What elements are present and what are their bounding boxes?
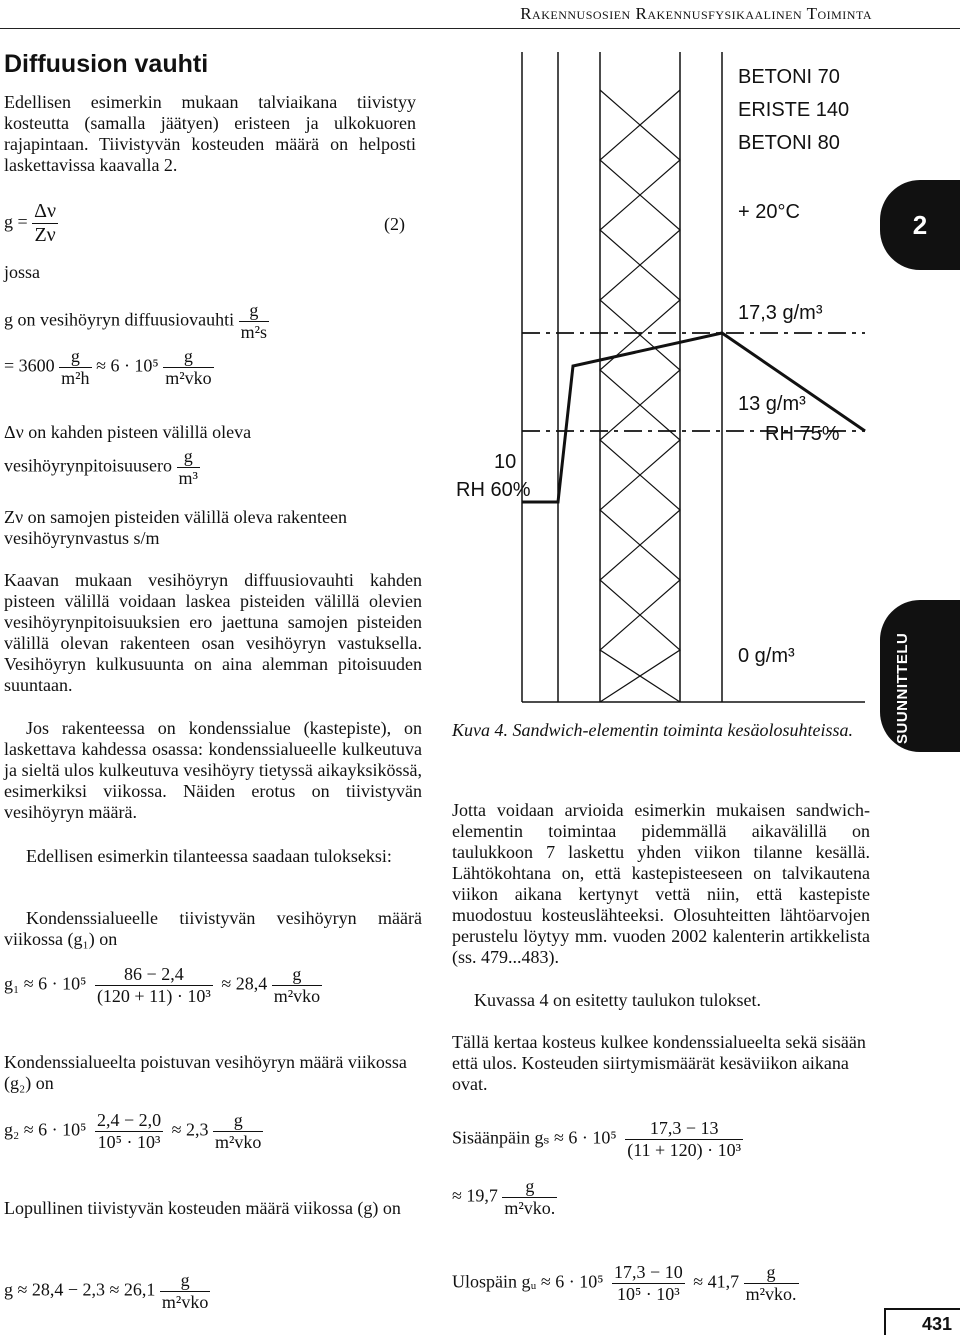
gu-result: ≈ 41,7 [693,1271,740,1292]
dnu-def-line1: Δν on kahden pisteen välillä oleva [4,422,252,442]
unit-den: m²vko [161,1292,209,1312]
label-10: 10 [494,451,517,473]
unit-den: m²vko [273,986,321,1006]
insulation-zigzag-b [600,90,680,702]
unit-num: g [160,1270,210,1292]
page-number: 431 [884,1308,960,1335]
label-rh-75: RH 75% [765,423,840,445]
label-0: 0 g/m³ [738,645,795,667]
unit-num: g [213,1110,263,1132]
unit-den: m²h [61,368,90,388]
g-conv-approx: ≈ 6 · 10⁵ [96,355,159,376]
gs-den: (11 + 120) · 10³ [627,1140,742,1160]
eq2-fraction [32,200,58,247]
g1-equation [4,964,322,1007]
g1-num: 86 − 2,4 [95,964,213,986]
gs-fraction [625,1118,743,1161]
gs-result [452,1176,557,1219]
unit-den: m²s [240,322,268,342]
g-conv-unit2 [163,346,213,389]
gu-unit [744,1262,799,1305]
eq2-den: Zν [34,224,56,246]
dnu-def-line2: vesihöyrynpitoisuusero [4,455,172,476]
section-tab-label: SUUNNITTELU [894,632,911,744]
unit-den: m³ [178,468,198,488]
g1-fraction [95,964,213,1007]
unit-num: g [744,1262,799,1284]
equation-2 [4,200,58,247]
unit-num: g [59,346,91,368]
chapter-number: 2 [912,209,928,240]
final-equation [4,1270,210,1313]
g-conv-lhs: = 3600 [4,355,55,376]
indoor-temp-label: + 20°C [738,201,800,223]
label-13: 13 g/m³ [738,393,806,415]
gs-lhs: Sisäänpäin gₛ ≈ 6 · 10⁵ [452,1127,617,1148]
layer-label-3: BETONI 80 [738,132,840,154]
g2-result: ≈ 2,3 [171,1119,209,1140]
paragraph-3: Edellisen esimerkin tilanteessa saadaan tulokseksi: [26,846,392,866]
label-rh-60: RH 60% [456,479,531,501]
eq2-lhs: g = [4,211,28,232]
unit-den: m²vko [214,1132,262,1152]
layer-label-2: ERISTE 140 [738,99,850,121]
g-conv-unit1 [59,346,91,389]
concentration-curve [522,333,865,502]
g1-result: ≈ 28,4 [221,973,268,994]
gs-result-value: ≈ 19,7 [452,1185,498,1206]
unit-num: g [177,446,200,468]
dnu-def-unit [177,446,200,489]
label-17-3: 17,3 g/m³ [738,302,823,324]
g2-intro: Kondenssialueelta poistuvan vesihöyryn määrä viikossa (g₂) on [4,1052,407,1093]
insulation-zigzag-a [600,90,680,702]
g2-num: 2,4 − 2,0 [96,1110,162,1130]
final-lhs: g ≈ 28,4 − 2,3 ≈ 26,1 [4,1279,156,1300]
g2-lhs: g₂ ≈ 6 · 10⁵ [4,1119,87,1140]
unit-num: g [239,300,269,322]
layer-label-1: BETONI 70 [738,66,840,88]
right-paragraph-1: Jotta voidaan arvioida esimerkin mukaisen sandwich-elementin toimintaa pidemmällä aikavälillä on taulukkoon 7 laskettu yhden viikon tilanne kesällä. Lähtökohtana on, että kastepisteeseen on talvikautena viikon aikana kertynyt vettä niin, että kastepiste muodostuu kosteuslähteeksi. Olosuhteitten lähtöarvojen perustelu löytyy mm. vuoden 2002 kalenterin artikkelista (ss. 479...483). [452,800,870,967]
final-intro: Lopullinen tiivistyvän kosteuden määrä viikossa (g) on [4,1198,401,1218]
g-def-text: g on vesihöyryn diffuusiovauhti [4,309,235,330]
gu-num: 17,3 − 10 [614,1262,683,1282]
gu-den: 10⁵ · 10³ [617,1284,680,1304]
gu-equation [452,1262,799,1305]
g1-unit [272,964,322,1007]
gs-equation [452,1118,743,1161]
unit-num: g [272,964,322,986]
gu-lhs: Ulospäin gᵤ ≈ 6 · 10⁵ [452,1271,604,1292]
gs-unit [502,1176,557,1219]
g-conversion [4,346,214,389]
unit-num: g [502,1176,557,1198]
eq2-num: Δν [34,200,57,222]
g2-fraction [95,1110,163,1153]
right-paragraph-3: Tällä kertaa kosteus kulkee kondenssialueelta sekä sisään että ulos. Kosteuden siirtymismäärät kesäviikon aikana ovat. [452,1032,866,1094]
g1-intro: Kondenssialueelle tiivistyvän vesihöyryn määrä viikossa (g₁) on [4,908,422,949]
g1-den: (120 + 11) · 10³ [96,986,211,1006]
section-tab [880,600,960,752]
g2-den: 10⁵ · 10³ [97,1132,161,1152]
final-unit [160,1270,210,1313]
section-title: Diffuusion vauhti [4,50,209,78]
dnu-definition [4,446,200,489]
znu-definition: Zν on samojen pisteiden välillä oleva rakenteen vesihöyrynvastus s/m [4,507,348,548]
unit-den: m²vko [165,368,212,388]
gu-fraction [612,1262,685,1305]
header-rule [0,28,960,29]
right-paragraph-2: Kuvassa 4 on esitetty taulukon tulokset. [474,990,761,1010]
chapter-tab [880,180,960,270]
running-head: Rakennusosien Rakennusfysikaalinen Toiminta [520,4,872,23]
gs-num: 17,3 − 13 [625,1118,743,1140]
paragraph-2: Jos rakenteessa on kondenssialue (kastepiste), on laskettava kahdessa osassa: kondenssialueelle kulkeutuva ja sieltä ulos kulkeutuva vesihöyry tietyssä aikayksikössä, esimerkiksi viikossa. Näiden erotus on tiivistyvän vesihöyryn määrä. [4,718,422,822]
intro-paragraph: Edellisen esimerkin mukaan talviaikana tiivistyy kosteutta (samalla jäätyen) eristeen ja ulkokuoren rajapintaan. Tiivistyvän kosteuden määrä on helposti laskettavissa kaavalla 2. [4,92,416,175]
g-def-unit [239,300,269,343]
eq2-tag: (2) [384,214,405,234]
figure-caption: Kuva 4. Sandwich-elementin toiminta kesäolosuhteissa. [452,720,853,740]
unit-den: m²vko. [504,1198,556,1218]
g2-equation [4,1110,263,1153]
g2-unit [213,1110,263,1153]
jossa-label: jossa [4,262,40,282]
unit-num: g [163,346,213,368]
paragraph-1: Kaavan mukaan vesihöyryn diffuusiovauhti kahden pisteen välillä voidaan laskea pisteiden välillä olevien vesihöyrynpitoisuuksien ero jaettuna samojen pisteiden välillä olevan rakenteen osan vesihöyryn vastuksella. Vesihöyryn kulkusuunta on aina alemman pitoisuuden suuntaan. [4,570,422,695]
g-definition [4,300,269,343]
g1-lhs: g₁ ≈ 6 · 10⁵ [4,973,87,994]
unit-den: m²vko. [745,1284,797,1304]
